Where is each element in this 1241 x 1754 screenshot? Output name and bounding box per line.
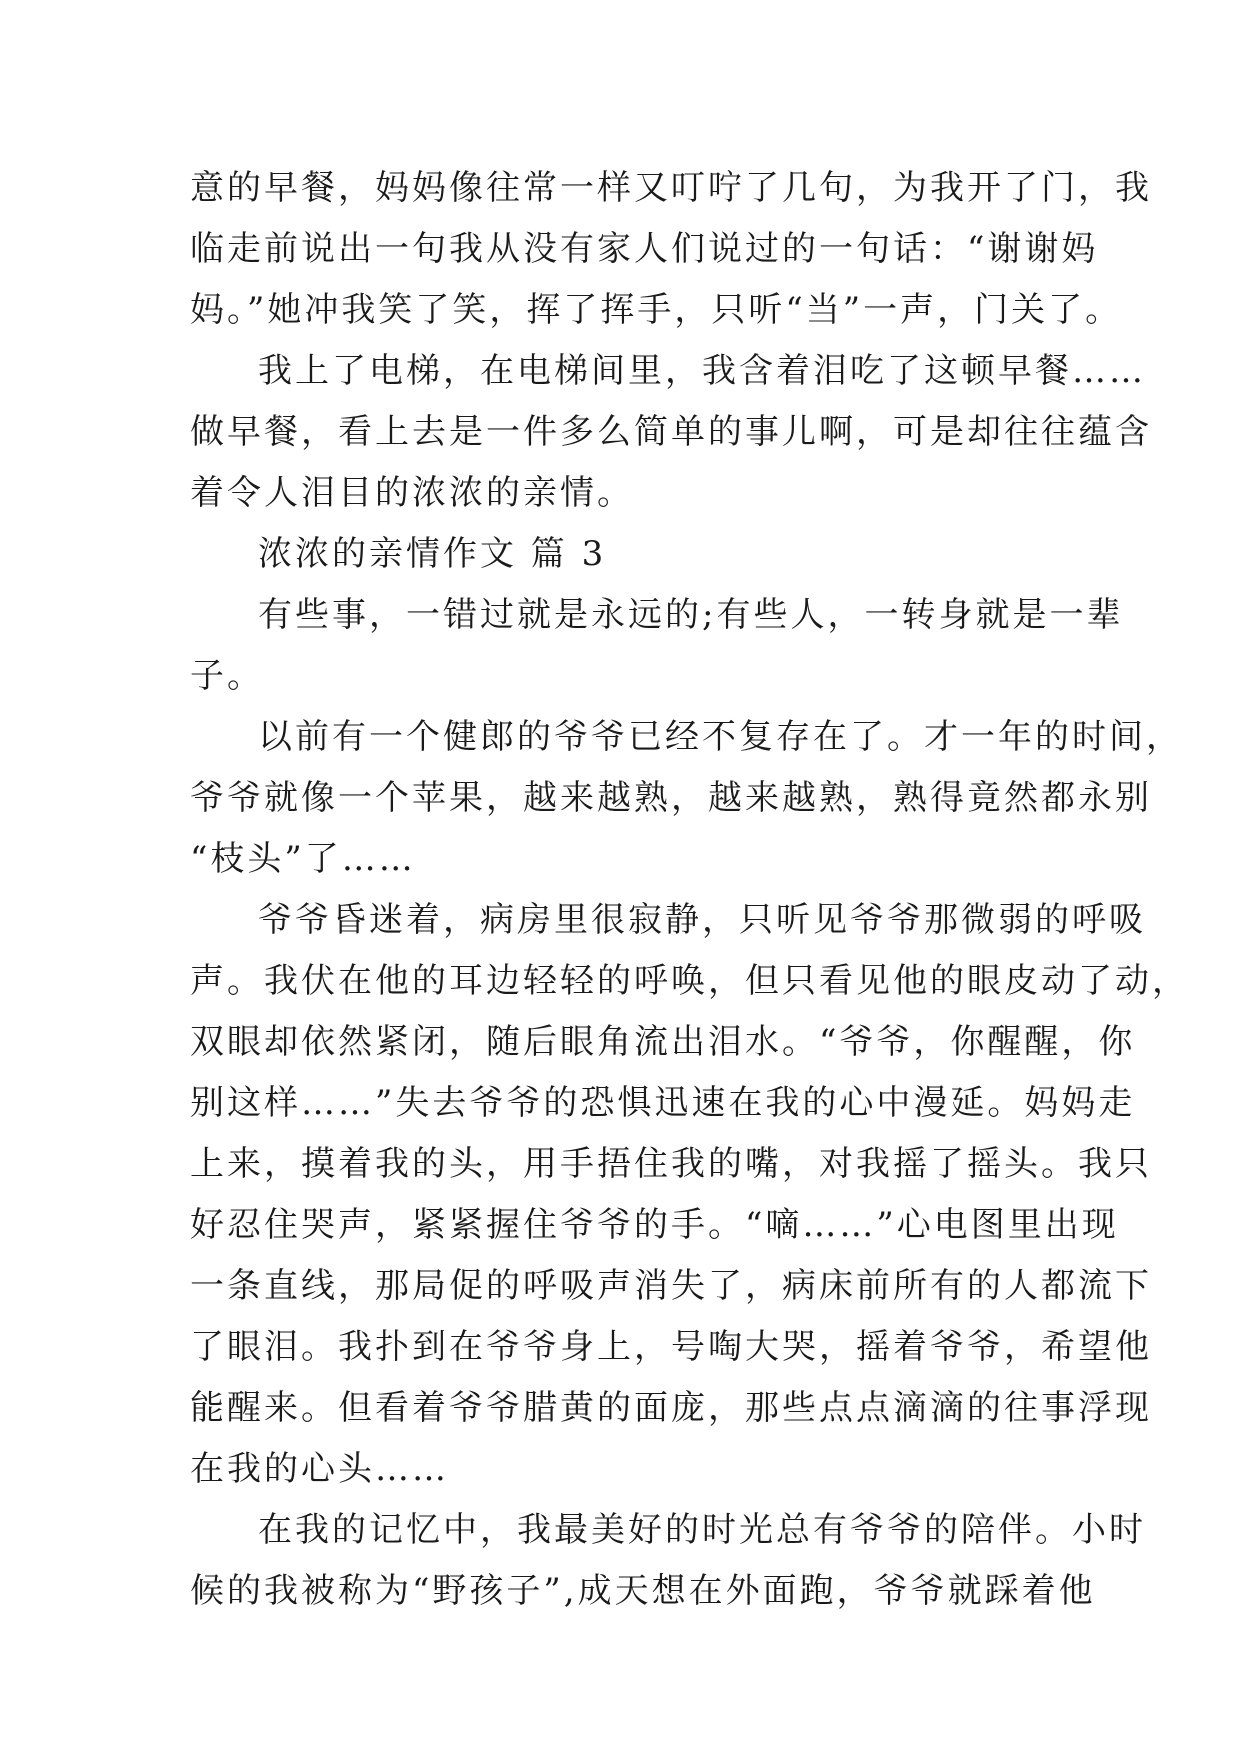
text-line: 以前有一个健郎的爷爷已经不复存在了。才一年的时间， [258, 717, 1183, 757]
text-line: 我上了电梯，在电梯间里，我含着泪吃了这顿早餐…… [258, 351, 1146, 391]
text-line: 能醒来。但看着爷爷腊黄的面庞，那些点点滴滴的往事浮现 [190, 1388, 1152, 1428]
text-line: 有些事，一错过就是永远的;有些人，一转身就是一辈 [258, 595, 1124, 635]
text-line: 临走前说出一句我从没有家人们说过的一句话：“谢谢妈 [190, 229, 1099, 269]
text-line: 爷爷昏迷着，病房里很寂静，只听见爷爷那微弱的呼吸 [258, 900, 1146, 940]
text-line: 做早餐，看上去是一件多么简单的事儿啊，可是却往往蕴含 [190, 412, 1152, 452]
text-line: 上来，摸着我的头，用手捂住我的嘴，对我摇了摇头。我只 [190, 1144, 1152, 1184]
text-line: 爷爷就像一个苹果，越来越熟，越来越熟，熟得竟然都永别 [190, 778, 1152, 818]
text-line: 候的我被称为“野孩子”,成天想在外面跑，爷爷就踩着他 [190, 1571, 1096, 1611]
text-line: 妈。”她冲我笑了笑，挥了挥手，只听“当”一声，门关了。 [190, 290, 1123, 330]
text-line: 一条直线，那局促的呼吸声消失了，病床前所有的人都流下 [190, 1266, 1152, 1306]
text-line: 了眼泪。我扑到在爷爷身上，号啕大哭，摇着爷爷，希望他 [190, 1327, 1152, 1367]
text-line: 在我的记忆中，我最美好的时光总有爷爷的陪伴。小时 [258, 1510, 1146, 1550]
text-line: 别这样……”失去爷爷的恐惧迅速在我的心中漫延。妈妈走 [190, 1083, 1136, 1123]
text-line: 意的早餐，妈妈像往常一样又叮咛了几句，为我开了门，我 [190, 168, 1152, 208]
text-line: 子。 [190, 656, 264, 696]
body-text [190, 158, 1189, 1622]
text-line: 双眼却依然紧闭，随后眼角流出泪水。“爷爷，你醒醒，你 [190, 1022, 1136, 1062]
text-line: “枝头”了…… [190, 839, 416, 879]
text-line: 好忍住哭声，紧紧握住爷爷的手。“嘀……”心电图里出现 [190, 1205, 1119, 1245]
text-line: 在我的心头…… [190, 1449, 449, 1489]
section-heading: 浓浓的亲情作文 篇 3 [258, 534, 607, 574]
text-line: 着令人泪目的浓浓的亲情。 [190, 473, 634, 513]
text-line: 声。我伏在他的耳边轻轻的呼唤，但只看见他的眼皮动了动， [190, 961, 1189, 1001]
